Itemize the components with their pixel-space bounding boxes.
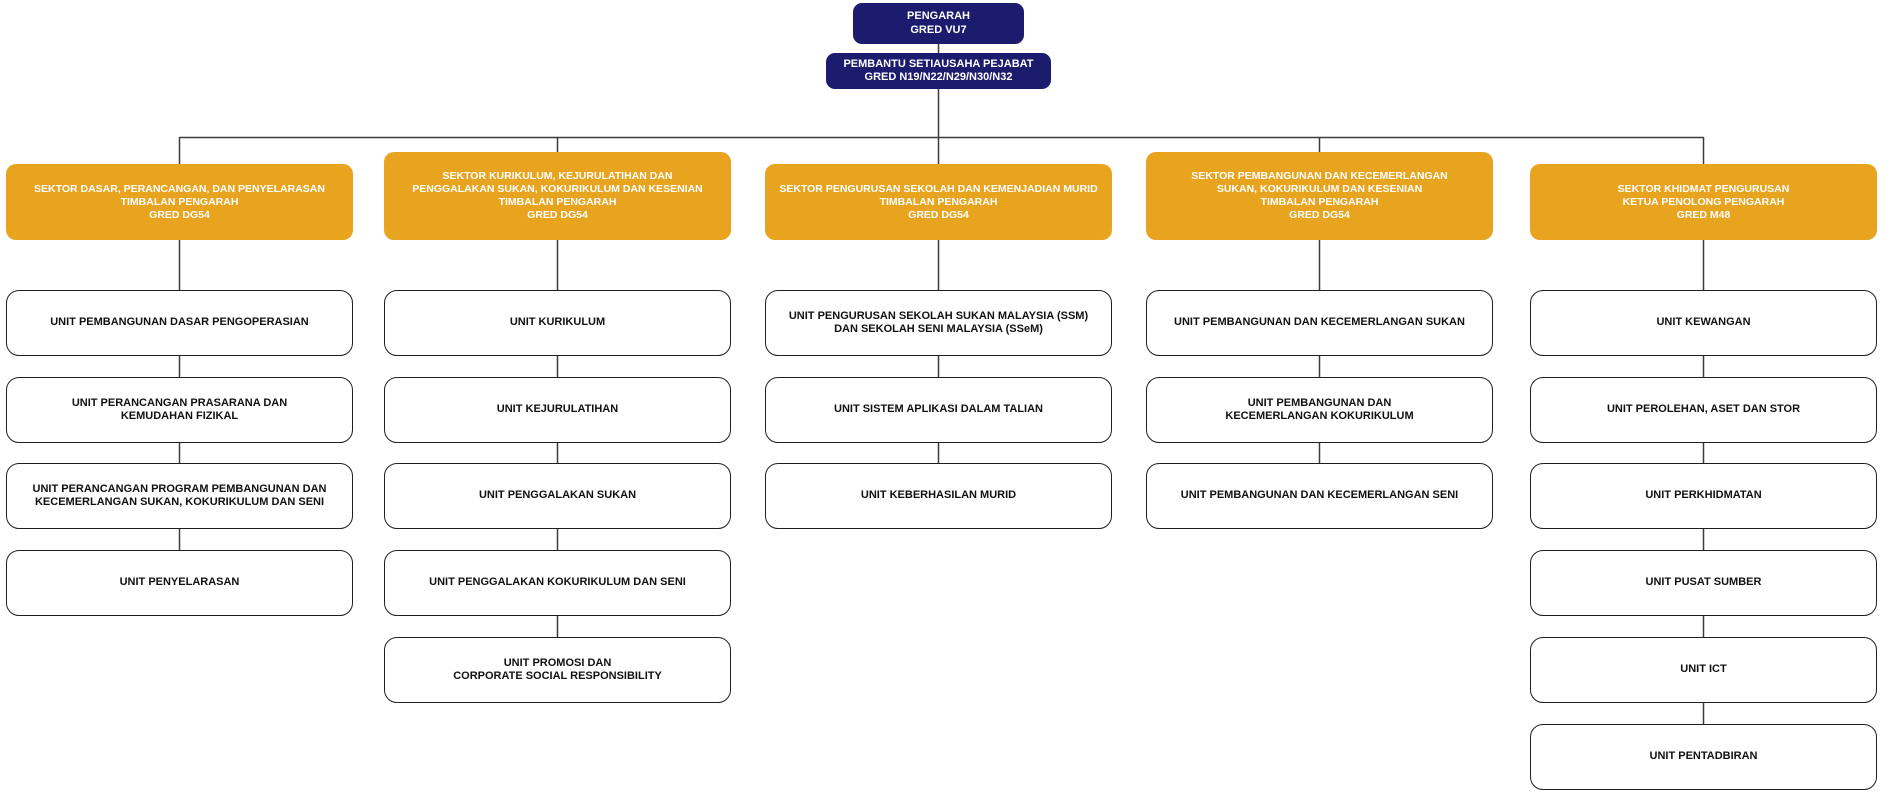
sector-grade: GRED DG54 (149, 208, 210, 221)
sector-name: SEKTOR KURIKULUM, KEJURULATIHAN DAN (442, 170, 673, 182)
unit-box (765, 377, 1112, 443)
unit-label: KECEMERLANGAN KOKURIKULUM (1225, 410, 1414, 422)
box-grade: GRED VU7 (910, 23, 967, 36)
sector-role: TIMBALAN PENGARAH (498, 196, 617, 208)
unit-label: UNIT PENGGALAKAN SUKAN (478, 489, 637, 502)
unit-box (1530, 463, 1877, 529)
sector-role: TIMBALAN PENGARAH (1260, 196, 1379, 208)
unit-box (6, 463, 353, 529)
unit-label: UNIT PUSAT SUMBER (1645, 576, 1762, 589)
pengarah-box (853, 3, 1024, 44)
unit-label: UNIT PEMBANGUNAN DASAR PENGOPERASIAN (50, 316, 309, 329)
unit-box (1146, 463, 1493, 529)
unit-box (1530, 377, 1877, 443)
sector-name: SEKTOR KHIDMAT PENGURUSAN (1617, 182, 1790, 195)
sector-grade: GRED DG54 (527, 209, 588, 221)
unit-box (1530, 290, 1877, 356)
unit-label: UNIT ICT (1680, 663, 1727, 676)
unit-label: UNIT PERKHIDMATAN (1645, 489, 1762, 502)
sector-grade: GRED DG54 (908, 208, 969, 221)
unit-box (6, 290, 353, 356)
unit-label: UNIT PROMOSI DAN (503, 656, 612, 669)
unit-label: UNIT KEJURULATIHAN (496, 403, 619, 416)
unit-label: UNIT SISTEM APLIKASI DALAM TALIAN (834, 403, 1043, 416)
unit-box (384, 377, 731, 443)
unit-box (384, 637, 731, 703)
sector-header-khidmat (1530, 164, 1877, 240)
unit-box (6, 550, 353, 616)
unit-label: UNIT PERANCANGAN PRASARANA DAN (71, 396, 288, 409)
unit-label: UNIT PEMBANGUNAN DAN KECEMERLANGAN SENI (1180, 489, 1459, 502)
unit-box (384, 290, 731, 356)
unit-box (1146, 377, 1493, 443)
sector-grade: GRED DG54 (1289, 209, 1350, 221)
sector-name: SUKAN, KOKURIKULUM DAN KESENIAN (1216, 183, 1423, 195)
pembantu-setiausaha-box (826, 53, 1051, 89)
unit-box (1530, 724, 1877, 790)
sector-role: KETUA PENOLONG PENGARAH (1622, 195, 1785, 208)
box-title: PENGARAH (907, 10, 970, 22)
unit-box (765, 290, 1112, 356)
unit-label: DAN SEKOLAH SENI MALAYSIA (SSeM) (834, 323, 1043, 335)
unit-label: UNIT PENGGALAKAN KOKURIKULUM DAN SENI (429, 576, 686, 589)
unit-label: UNIT PENTADBIRAN (1649, 750, 1758, 763)
unit-box (384, 463, 731, 529)
unit-label: UNIT PEMBANGUNAN DAN KECEMERLANGAN SUKAN (1174, 316, 1465, 329)
sector-header-pengurusan-sekolah (765, 164, 1112, 240)
sector-header-kurikulum (384, 152, 731, 240)
sector-name: SEKTOR PENGURUSAN SEKOLAH DAN KEMENJADIAN MURID (779, 182, 1098, 195)
sector-header-pembangunan (1146, 152, 1493, 240)
unit-box (384, 550, 731, 616)
unit-label: UNIT PEROLEHAN, ASET DAN STOR (1606, 403, 1801, 416)
unit-box (1146, 290, 1493, 356)
sector-name: SEKTOR DASAR, PERANCANGAN, DAN PENYELARASAN (34, 182, 325, 195)
unit-label: UNIT KEBERHASILAN MURID (860, 489, 1017, 502)
unit-label: UNIT KEWANGAN (1656, 316, 1751, 329)
sector-header-dasar (6, 164, 353, 240)
unit-box (1530, 637, 1877, 703)
unit-box (765, 463, 1112, 529)
sector-role: TIMBALAN PENGARAH (879, 195, 998, 208)
sector-name: PENGGALAKAN SUKAN, KOKURIKULUM DAN KESENIAN (412, 183, 703, 195)
sector-grade: GRED M48 (1676, 208, 1731, 221)
unit-label: CORPORATE SOCIAL RESPONSIBILITY (453, 670, 662, 682)
unit-box (6, 377, 353, 443)
unit-label: KECEMERLANGAN SUKAN, KOKURIKULUM DAN SENI (34, 496, 325, 508)
sector-role: TIMBALAN PENGARAH (120, 195, 239, 208)
box-title: PEMBANTU SETIAUSAHA PEJABAT (843, 57, 1034, 70)
sector-name: SEKTOR PEMBANGUNAN DAN KECEMERLANGAN (1191, 170, 1448, 182)
unit-label: KEMUDAHAN FIZIKAL (120, 410, 239, 422)
unit-label: UNIT PEMBANGUNAN DAN (1247, 396, 1392, 409)
unit-label: UNIT KURIKULUM (509, 316, 606, 329)
box-grade: GRED N19/N22/N29/N30/N32 (864, 71, 1013, 83)
unit-box (1530, 550, 1877, 616)
unit-label: UNIT PENYELARASAN (119, 576, 240, 589)
unit-label: UNIT PENGURUSAN SEKOLAH SUKAN MALAYSIA (SSM) (788, 309, 1089, 322)
unit-label: UNIT PERANCANGAN PROGRAM PEMBANGUNAN DAN (32, 482, 327, 495)
